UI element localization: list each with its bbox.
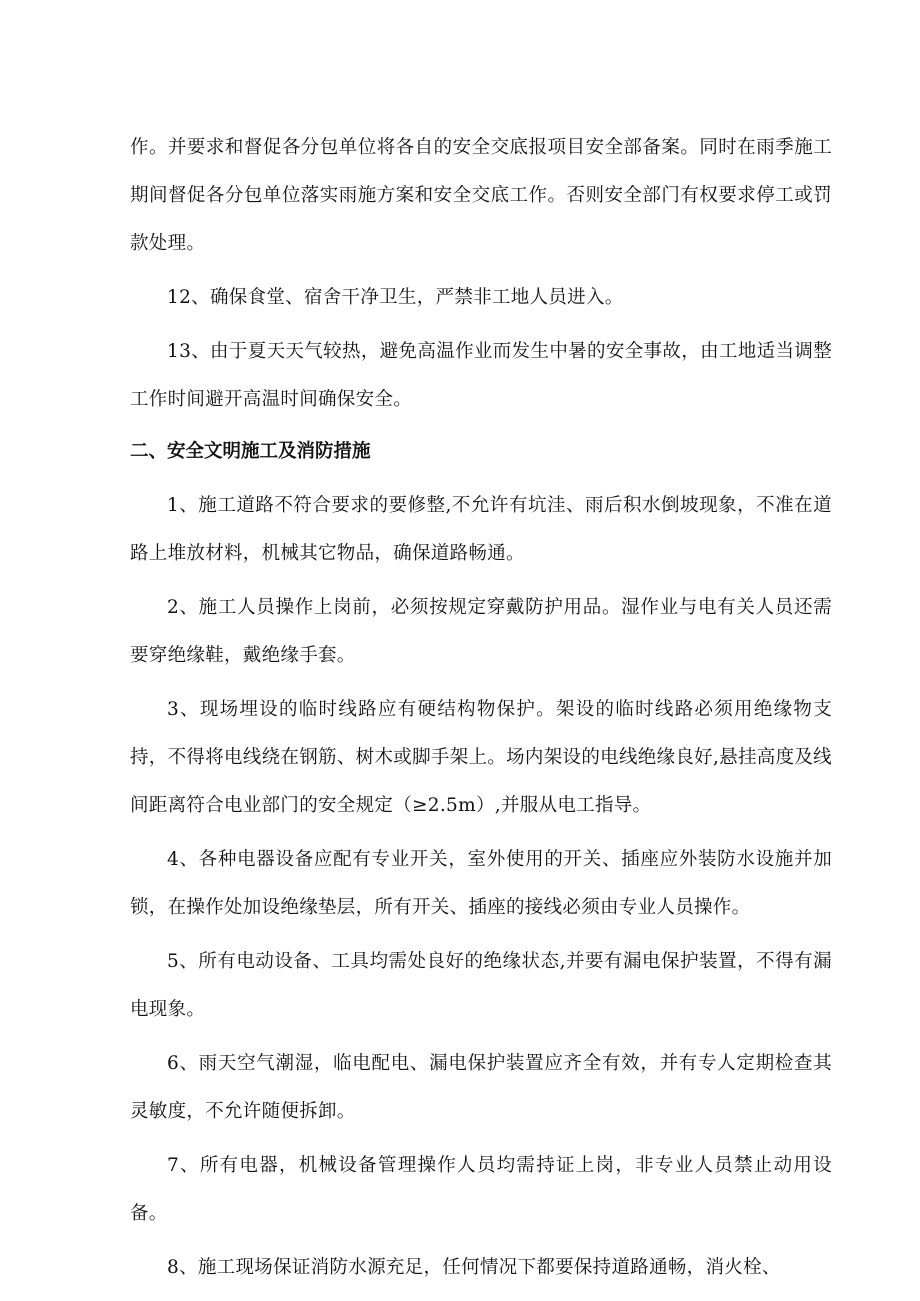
paragraph-item-13: 13、由于夏天天气较热，避免高温作业而发生中暑的安全事故，由工地适当调整工作时间避开高温时间确保安全。: [130, 341, 832, 410]
paragraph-item-2: 2、施工人员操作上岗前，必须按规定穿戴防护用品。湿作业与电有关人员还需要穿绝缘鞋，戴绝缘手套。: [130, 597, 832, 666]
paragraph-item-7: 7、所有电器，机械设备管理操作人员均需持证上岗，非专业人员禁止动用设备。: [130, 1155, 832, 1224]
paragraph-item-8: 8、施工现场保证消防水源充足，任何情况下都要保持道路通畅，消火栓、: [167, 1257, 781, 1278]
paragraph-item-1: 1、施工道路不符合要求的要修整,不允许有坑洼、雨后积水倒坡现象，不准在道路上堆放材料，机械其它物品，确保道路畅通。: [130, 495, 832, 564]
paragraph-item-3: 3、现场埋设的临时线路应有硬结构物保护。架设的临时线路必须用绝缘物支持，不得将电线绕在钢筋、树木或脚手架上。场内架设的电线绝缘良好,悬挂高度及线间距离符合电业部门的安全规定（≥2.5m）,并服从电工指导。: [130, 699, 832, 816]
paragraph-item-12: 12、确保食堂、宿舍干净卫生，严禁非工地人员进入。: [167, 287, 624, 308]
paragraph-continuation: 作。并要求和督促各分包单位将各自的安全交底报项目安全部备案。同时在雨季施工期间督促各分包单位落实雨施方案和安全交底工作。否则安全部门有权要求停工或罚款处理。: [130, 137, 832, 254]
paragraph-item-4: 4、各种电器设备应配有专业开关，室外使用的开关、插座应外装防水设施并加锁，在操作处加设绝缘垫层，所有开关、插座的接线必须由专业人员操作。: [130, 849, 832, 918]
paragraph-item-6: 6、雨天空气潮湿，临电配电、漏电保护装置应齐全有效，并有专人定期检查其灵敏度，不允许随便拆卸。: [130, 1053, 832, 1122]
section-heading: 二、安全文明施工及消防措施: [130, 441, 371, 462]
paragraph-item-5: 5、所有电动设备、工具均需处良好的绝缘状态,并要有漏电保护装置，不得有漏电现象。: [130, 951, 832, 1020]
document-body: [130, 118, 832, 1292]
